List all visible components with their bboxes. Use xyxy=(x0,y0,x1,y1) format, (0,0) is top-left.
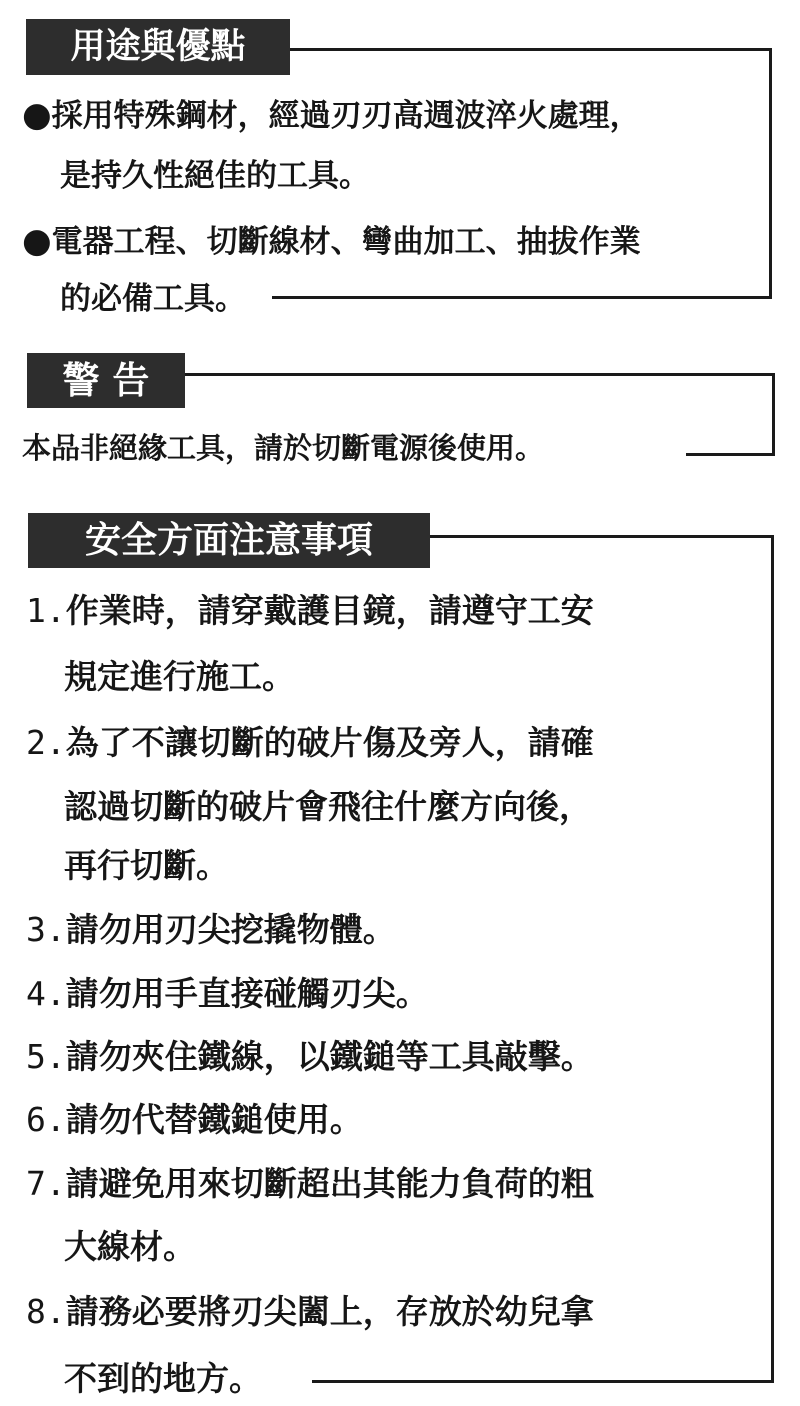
safety-item-number: 3. xyxy=(26,910,66,949)
safety-item-number: 2. xyxy=(26,723,66,762)
uses-item-2-line-1: 電器工程、切斷線材、彎曲加工、抽拔作業 xyxy=(51,224,641,260)
safety-item-1 xyxy=(26,591,594,630)
safety-item-line: 請勿夾住鐵線，以鐵鎚等工具敲擊。 xyxy=(65,1037,594,1076)
warning-frame-top-line xyxy=(185,373,775,376)
safety-item-6 xyxy=(26,1100,363,1139)
safety-item-3 xyxy=(26,910,396,949)
bullet-icon: ● xyxy=(22,221,52,261)
safety-item-2 xyxy=(26,723,594,762)
safety-item-number: 1. xyxy=(26,591,66,630)
safety-item-number: 8. xyxy=(26,1292,66,1331)
uses-frame-right-line xyxy=(769,48,772,299)
safety-item-1-line-2: 規定進行施工。 xyxy=(64,657,295,696)
safety-item-5 xyxy=(26,1037,594,1076)
safety-item-line: 作業時，請穿戴護目鏡，請遵守工安 xyxy=(65,591,594,630)
warning-text: 本品非絕緣工具，請於切斷電源後使用。 xyxy=(22,431,545,465)
uses-item-1-line-1: 採用特殊鋼材，經過刃刃高週波淬火處理， xyxy=(51,98,641,134)
warning-title: 警 告 xyxy=(27,353,185,408)
safety-item-line: 為了不讓切斷的破片傷及旁人，請確 xyxy=(65,723,594,762)
safety-item-2-line-3: 再行切斷。 xyxy=(64,846,229,885)
safety-item-number: 4. xyxy=(26,974,66,1013)
safety-frame-right-line xyxy=(771,535,774,1383)
safety-item-number: 5. xyxy=(26,1037,66,1076)
safety-item-number: 7. xyxy=(26,1164,66,1203)
safety-frame-top-line xyxy=(430,535,774,538)
uses-frame-top-line xyxy=(290,48,772,51)
safety-item-7 xyxy=(26,1164,594,1203)
warning-frame-bottom-line xyxy=(686,453,775,456)
uses-item-2 xyxy=(22,221,641,261)
safety-item-line: 請勿代替鐵鎚使用。 xyxy=(65,1100,363,1139)
safety-frame-bottom-line xyxy=(312,1380,774,1383)
safety-item-line: 請勿用手直接碰觸刃尖。 xyxy=(65,974,429,1013)
safety-item-8-line-2: 不到的地方。 xyxy=(64,1359,262,1398)
uses-frame-bottom-line xyxy=(272,296,772,299)
safety-item-8 xyxy=(26,1292,594,1331)
uses-title: 用途與優點 xyxy=(26,19,290,75)
safety-item-line: 請避免用來切斷超出其能力負荷的粗 xyxy=(65,1164,594,1203)
bullet-icon: ● xyxy=(22,95,52,135)
safety-item-7-line-2: 大線材。 xyxy=(64,1227,196,1266)
uses-item-2-line-2: 的必備工具。 xyxy=(60,281,246,317)
safety-item-2-line-2: 認過切斷的破片會飛往什麼方向後， xyxy=(64,787,592,826)
safety-item-4 xyxy=(26,974,429,1013)
safety-title: 安全方面注意事項 xyxy=(28,513,430,568)
safety-item-line: 請務必要將刃尖闔上，存放於幼兒拿 xyxy=(65,1292,594,1331)
warning-frame-right-line xyxy=(772,373,775,456)
safety-item-number: 6. xyxy=(26,1100,66,1139)
safety-item-line: 請勿用刃尖挖撬物體。 xyxy=(65,910,396,949)
uses-item-1 xyxy=(22,95,641,135)
uses-item-1-line-2: 是持久性絕佳的工具。 xyxy=(60,158,370,194)
